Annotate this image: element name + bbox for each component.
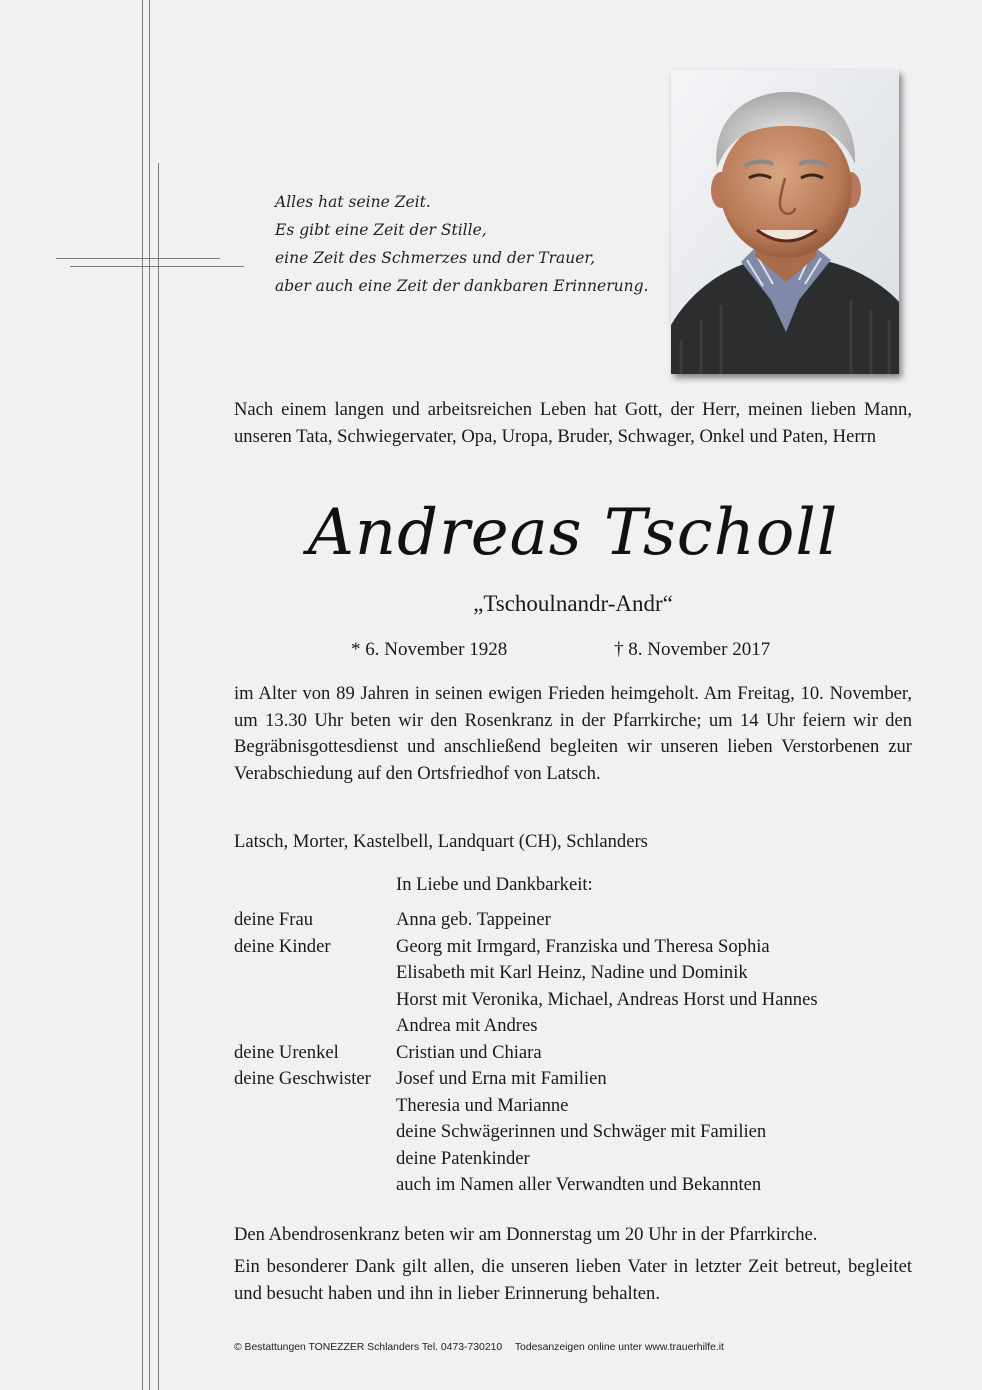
nickname: „Tschoulnandr-Andr“ [473,591,673,616]
list-item [234,987,914,1014]
relation-label: deine Kinder [234,935,331,957]
thanks-paragraph: Ein besonderer Dank gilt allen, die unseren lieben Vater in letzter Zeit betreut, begleitet und besucht haben und ihn in lieber Erinnerung behalten. [234,1256,912,1304]
birth-date: * 6. November 1928 [351,639,508,660]
relation-names: deine Schwägerinnen und Schwäger mit Familien [396,1121,767,1142]
relation-names: Cristian und Chiara [396,1041,542,1063]
relation-label: deine Geschwister [234,1068,371,1089]
places-line: Latsch, Morter, Kastelbell, Landquart (CH), Schlanders [234,831,648,852]
portrait-photo [671,70,899,374]
list-item [234,1093,914,1120]
relation-names: Andrea mit Andres [396,1015,538,1036]
relation-label [234,987,396,1014]
love-line: In Liebe und Dankbarkeit: [396,874,593,895]
death-date: † 8. November 2017 [614,639,771,660]
intro-paragraph: Nach einem langen und arbeitsreichen Leben hat Gott, der Herr, meinen lieben Mann, unseren Tata, Schwiegervater, Opa, Uropa, Bruder, Schwager, Onkel und Paten, Herrn [234,399,912,447]
relation-label [234,960,396,987]
cross-vertical-line-2 [149,0,150,1390]
cross-horizontal-line-2 [70,266,244,267]
list-item [234,1172,914,1199]
relation-names: Horst mit Veronika, Michael, Andreas Horst und Hannes [396,988,818,1010]
list-item [234,1119,914,1146]
list-item [234,1066,914,1093]
relation-label: deine Frau [234,909,313,930]
list-item [234,960,914,987]
quote-line: eine Zeit des Schmerzes und der Trauer, [275,249,596,267]
relation-names: deine Patenkinder [396,1147,530,1169]
relation-label [234,1013,396,1040]
relation-label [234,1146,396,1173]
list-item [234,1013,914,1040]
relation-label [234,1119,396,1146]
relation-label: deine Urenkel [234,1041,339,1063]
list-item [234,907,914,934]
cross-vertical-line-3 [158,163,159,1390]
family-list [234,907,914,1199]
relation-names: Elisabeth mit Karl Heinz, Nadine und Dominik [396,962,748,983]
relation-label [234,1172,396,1199]
footer [234,1341,914,1355]
relation-names: Georg mit Irmgard, Franziska und Theresa Sophia [396,935,770,957]
quote-block [275,188,655,300]
relation-names: Anna geb. Tappeiner [396,909,551,930]
list-item [234,1040,914,1067]
list-item [234,934,914,961]
deceased-name: Andreas Tscholl [307,496,839,570]
cross-horizontal-line-1 [56,258,220,259]
quote-line: Alles hat seine Zeit. [275,193,431,211]
relation-names: Josef und Erna mit Familien [396,1068,607,1089]
footer-online: Todesanzeigen online unter www.trauerhilfe.it [514,1342,724,1353]
quote-line: Es gibt eine Zeit der Stille, [275,221,487,239]
relation-label [234,1093,396,1120]
service-paragraph: im Alter von 89 Jahren in seinen ewigen Frieden heimgeholt. Am Freitag, 10. November, um 13.30 Uhr beten wir den Rosenkranz in der Pfarrkirche; um 14 Uhr feiern wir den Begräbnisgottesdienst und anschließend begleiten wir unseren lieben Verstorbenen zur Verabschiedung auf den Ortsfriedhof von Latsch. [234,683,912,784]
quote-line: aber auch eine Zeit der dankbaren Erinnerung. [275,277,649,295]
relation-names: auch im Namen aller Verwandten und Bekannten [396,1174,762,1195]
cross-vertical-line-1 [142,0,143,1390]
list-item [234,1146,914,1173]
relation-names: Theresia und Marianne [396,1094,569,1116]
rosary-note: Den Abendrosenkranz beten wir am Donnerstag um 20 Uhr in der Pfarrkirche. [234,1224,818,1245]
footer-undertaker: © Bestattungen TONEZZER Schlanders Tel. 0473-730210 [234,1342,503,1353]
